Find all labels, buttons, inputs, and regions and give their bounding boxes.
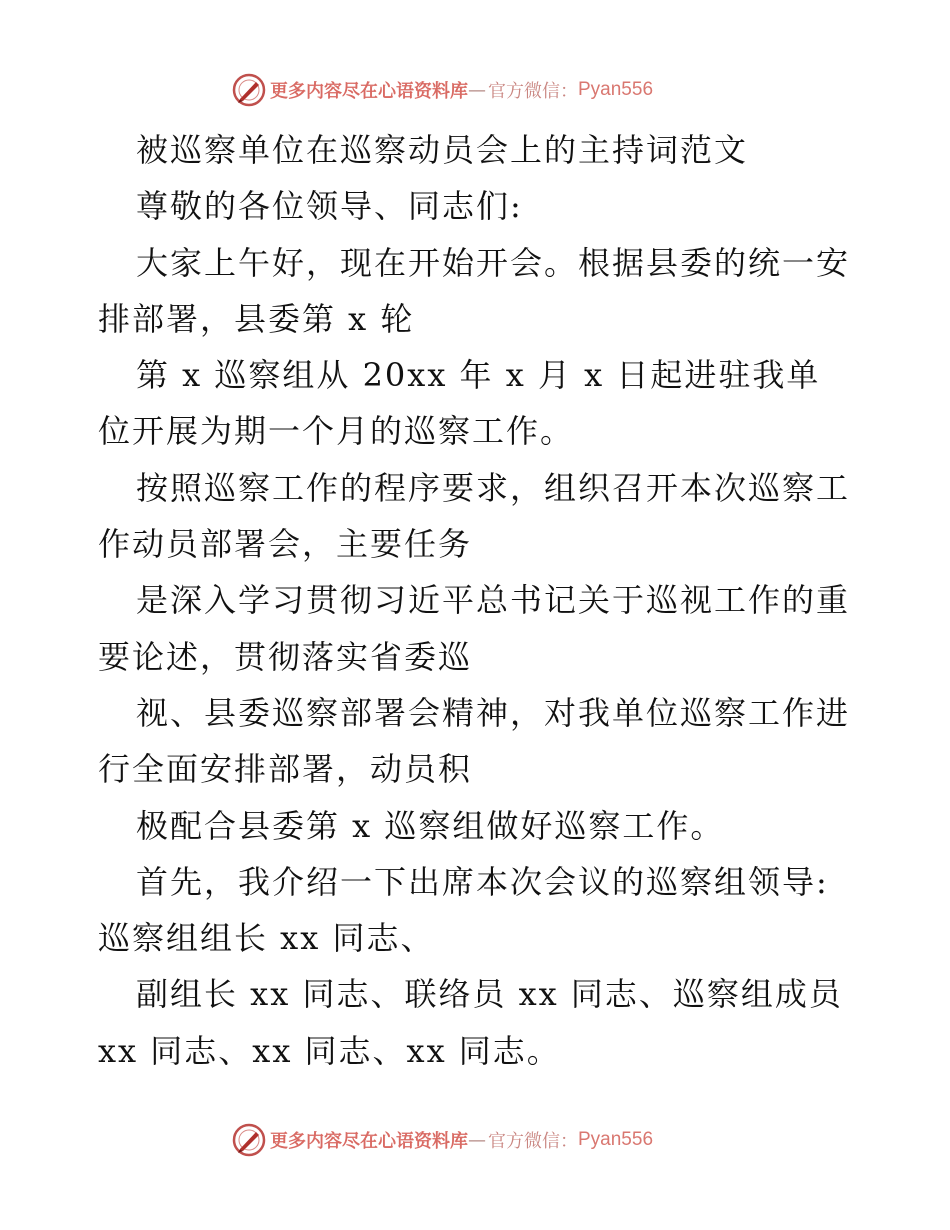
text-line: 作动员部署会，主要任务 (98, 525, 473, 564)
text-line: 第 x 巡察组从 20xx 年 x 月 x 日起进驻我单 (136, 356, 821, 395)
text-line: xx 同志、xx 同志、xx 同志。 (98, 1031, 561, 1070)
text-line: 巡察组组长 xx 同志、 (98, 919, 435, 958)
document-body (98, 122, 858, 1079)
text-line: 排部署，县委第 x 轮 (98, 299, 415, 338)
pen-logo-icon (232, 1123, 266, 1157)
text-line: 按照巡察工作的程序要求，组织召开本次巡察工 (136, 468, 851, 507)
text-line: 位开展为期一个月的巡察工作。 (98, 412, 575, 451)
banner-wechat-label: 官方微信： (488, 81, 578, 102)
text-line: 大家上午好，现在开始开会。根据县委的统一安 (136, 243, 851, 282)
text-line: 视、县委巡察部署会精神，对我单位巡察工作进 (136, 693, 851, 732)
text-line: 是深入学习贯彻习近平总书记关于巡视工作的重 (136, 581, 851, 620)
text-line: 首先，我介绍一下出席本次会议的巡察组领导: (136, 862, 829, 901)
pen-logo-icon (232, 73, 266, 107)
banner-wechat-label: 官方微信： (488, 1131, 578, 1152)
text-line: 尊敬的各位领导、同志们: (136, 187, 523, 226)
footer-banner (232, 1120, 752, 1160)
banner-site-text: 更多内容尽在心语资料库 (270, 1131, 468, 1152)
text-line: 行全面安排部署，动员积 (98, 750, 473, 789)
header-banner (232, 70, 752, 110)
text-line: 要论述，贯彻落实省委巡 (98, 637, 473, 676)
text-line: 副组长 xx 同志、联络员 xx 同志、巡察组成员 (136, 975, 843, 1014)
banner-site-text: 更多内容尽在心语资料库 (270, 81, 468, 102)
banner-wechat-id: Pyan556 (578, 1129, 654, 1150)
banner-separator: — (468, 1129, 486, 1151)
banner-wechat-id: Pyan556 (578, 79, 654, 100)
banner-separator: — (468, 79, 486, 101)
document-title: 被巡察单位在巡察动员会上的主持词范文 (136, 131, 749, 169)
text-line: 极配合县委第 x 巡察组做好巡察工作。 (136, 806, 725, 845)
